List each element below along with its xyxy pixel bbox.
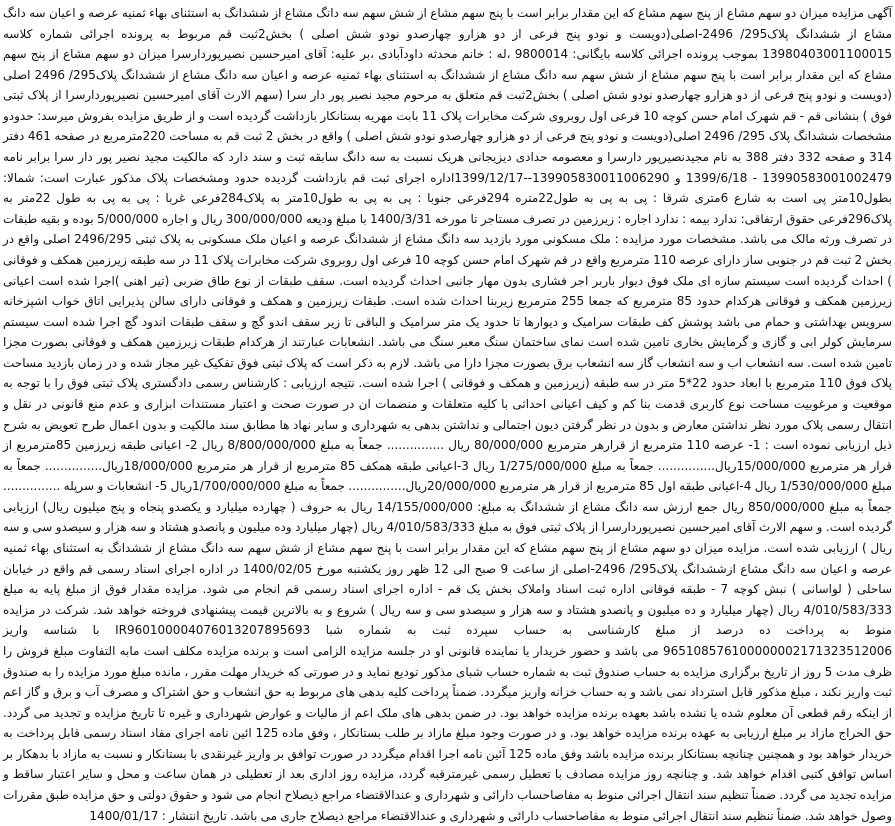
auction-notice-page (3, 3, 893, 823)
auction-notice-text: آگهی مزایده میزان دو سهم مشاع از پنج سهم مشاع که این مقدار برابر است با پنج سهم مشاع از شش سهم سه دانگ مشاع از ششدانگ به استثنای بهاء ثمنیه عرصه و اعیان سه دانگ مشاع از ششدانگ پلاک295/ 2496-اصلی(دویست و نودو پنج فرعی از دو هزارو چهارصدو نودو شش اصلی ) بخش2ثبت قم مربوط به پرونده اجرائی شماره کلاسه 13980403001100015 بموجب پرونده اجرائی کلاسه بایگانی: 9800014 ،له : خانم محدثه داودآبادی ،بر علیه: آقای امیرحسین نصیرپوردارسرا میزان دو سهم مشاع از پنج سهم مشاع که این مقدار برابر است با پنج سهم مشاع از شش سهم سه دانگ مشاع از ششدانگ به استثنای بهاء ثمنیه عرصه و اعیان سه دانگ مشاع از ششدانگ پلاک295/ 2496 اصلی (دویست و نودو پنج فرعی از دو هزارو چهارصدو نودو شش اصلی ) بخش2ثبت قم متعلق به مرحوم مجید نصیر پور دار سرا (سهم الارث آقای امیرحسین نصیرپوردارسرا از پلاک ثبتی فوق ) بنشانی قم - قم شهرک امام حسن کوچه 10 فرعی اول روبروی شرکت مخابرات پلاک 11 بابت مهریه بستانکار بازداشت گردیده است و از طریق مزایده بفروش میرسد: حدودو مشخصات ششدانگ پلاک 295/ 2496 اصلی(دویست و نودو پنج فرعی از دو هزارو چهارصدو نودو شش اصلی ) واقع در بخش 2 ثبت قم به مساحت 220مترمربع در صفحه 461 دفتر 314 و صفحه 332 دفتر 388 به نام مجیدنصیرپور دارسرا و معصومه حدادی دیزیجانی هریک نسبت به سه دانگ سابقه ثبت و سند دارد که مالکیت مجید نصیر پور دار سرا برابر نامه 13990583001002479 - 1399/6/18 و 139905830011006290--1399/12/17اداره اجرای ثبت قم بازداشت گردیده حدود ومشخصات پلاک مذکور عبارت است: شمالا: بطول10متر پی است به شارع 6متری شرقا : پی به پی به طول22متره 294فرعی جنوبا : پی به پی به طول10متر به پلاک284فرعی غربا : پی به پی به طول 22متر به پلاک296فرعی حقوق ارتفاقی: ندارد بیمه : ندارد اجاره : زیرزمین در تصرف مستاجر تا مورخه 1400/3/31 با مبلغ ودیعه 300/000/000 ریال و اجاره 5/000/000 بوده و بقیه طبقات در تصرف ورثه مالک می باشد. مشخصات مورد مزایده : ملک مسکونی مورد بازدید سه دانگ مشاع از ششدانگ عرصه و اعیان ملک مسکونی به پلاک ثبتی 2496/295 اصلی واقع در بخش 2 ثبت قم در جنوبی ساز دارای عرصه 110 مترمربع واقع در قم شهرک امام حسن کوچه 10 فرعی اول روبروی شرکت مخابرات پلاک 11 در سه طبقه زیرزمین همکف و فوقانی ) احداث گردیده است سیستم سازه ای ملک فوق دیوار باربر اجر فشاری بدون مهار جانبی احداث گردیده است. سقف طبقات از نوع طاق ضربی (تیر اهنی )اجرا شده است اعیانی زیرزمین همکف و فوقانی هرکدام حدود 85 مترمربع که جمعا 255 مترمربع زیربنا احداث شده است. طبقات زیرزمین و همکف و فوقانی دارای سالن پذیرایی اتاق خواب اشپزخانه سرویس بهداشتی و حمام می باشد پوشش کف طبقات سرامیک و دیوارها تا حدود یک متر سرامیک و الباقی تا زیر سقف اندو گچ و سقف طبقات اندود گچ اجرا شده است سیستم سرمایش کولر ابی و گازی و گرمایش بخاری تامین شده است نمای ساختمان سنگ معبر سنگ می باشد. انشعابات عبارتند از هرکدام طبقات زیرزمین همکف و فوقانی بصورت مجزا تامین شده است. سه انشعاب اب و سه انشعاب گاز سه انشعاب برق بصورت مجزا دارا می باشد. لازم به ذکر است که پلاک ثبتی فوق تفکیک غیر مجاز شده و در زمان بازدید مساحت پلاک فوق 110 مترمربع با ابعاد حدود 22*5 متر در سه طبقه (زیرزمین و همکف و فوقانی ) اجرا شده است. نتیجه ارزیابی : کارشناس رسمی دادگستری پلاک ثبتی فوق را با توجه به موقعیت و مرغوبیت مساحت نوع کاربری قدمت بنا کم و کیف اعیانی احداثی با کلیه متعلقات و منضمات ان در صورت صحت و اعتبار مستندات ابزاری و عدم منع قانونی در نقل و انتقال رسمی پلاک مورد نظر نداشتن معارض و بدون در نظر گرفتن دیون اجتمالی و نداشتن بدهی به شهرداری و سایر نهاد ها مطابق سند مالکیت و بدون اعمال طرح تعویض به شرح ذیل ارزیابی نموده است : 1- عرصه 110 مترمربع از قرارهر مترمربع 80/000/000 ریال ............... جمعاً به مبلغ 8/800/000/000 ریال 2- اعیانی طبقه زیرزمین 85مترمربع از قرار هر مترمربع 15/000/000ریال............... جمعاً به مبلغ 1/275/000/000 ریال 3-اعیانی طبقه همکف 85 مترمربع از قرار هر مترمربع 18/000/000ریال............... جمعاً به مبلغ 1/530/000/000 ریال 4-اعیانی طبقه اول 85 مترمربع از قرار هر مترمربع 20/000/000ریال............... جمعاً به مبلغ 1/700/000/000ریال 5- انشعابات و سرپله ............... جمعاً به مبلغ 850/000/000 ریال جمع ارزش سه دانگ مشاع از ششدانگ به مبلغ: 14/155/000/000 ریال به حروف ( چهارده میلیارد و یکصدو پنجاه و پنج میلیون ریال) ارزیابی گردیده است. و سهم الارث آقای امیرحسین نصیرپوردارسرا از پلاک ثبتی فوق به مبلغ 4/010/583/333 ریال (چهار میلیارد وده میلیون و پانصدو هشتاد و سه هزار و سیصدو سی و سه ریال ) ارزیابی شده است. مزایده میزان دو سهم مشاع از پنج سهم مشاع که این مقدار برابر است با پنج سهم مشاع از شش سهم سه دانگ مشاع از ششدانگ به استثنای بهاء ثمنیه عرصه و اعیان سه دانگ مشاع ازششدانگ پلاک295/ 2496-اصلی از ساعت 9 صبح الی 12 ظهر روز یکشنبه مورخ 1400/02/05 در اداره اجرای اسناد رسمی قم واقع در خیابان ساحلی ( لواسانی ) نبش کوچه 7 - طبقه فوقانی اداره ثبت اسناد واملاک بخش یک قم - اداره اجرای اسناد رسمی قم انجام می شود. مزایده مقدار فوق از مبلغ پایه به مبلغ 4/010/583/333 ریال (چهار میلیارد و ده میلیون و پانصدو هشتاد و سه هزار و سیصدو سی و سه ریال ) شروع و به بالاترین قیمت پیشنهادی فروخته خواهد شد. شرکت در مزایده منوط به پرداخت ده درصد از مبلغ کارشناسی به حساب سپرده ثبت به شماره شبا IR960100004076013207895693 با شناسه واریز 965108576100000002171323512006 می باشد و حضور خریدار یا نماینده قانونی او در جلسه مزایده الزامی است و برنده مزایده مکلف است مابه التفاوت مبلغ فروش را ظرف مدت 5 روز از تاریخ برگزاری مزایده به حساب صندوق ثبت به شماره حساب شبای مذکور تودیع نماید و در صورتی که خریدار مهلت مقرر ، مانده مبلغ مورد مزایده را به صندوق ثبت واریز نکند ، مبلغ مذکور قابل استرداد نمی باشد و به حساب خزانه واریز میگردد. ضمناً پرداخت کلیه بدهی های مربوط به حق انشعاب و حق اشتراک و مصرف آب و برق و گاز اعم از اینکه رقم قطعی آن معلوم شده یا نشده باشد بعهده برنده مزایده خواهد بود. در ضمن بدهی های ملک اعم از مالیات و عوارض شهرداری و غیره تا تاریخ مزایده و تجدید می گردد. حق الحراج مازاد بر مبلغ ارزیابی به عهده برنده مزایده خواهد بود. و در صورت وجود مبلغ مازاد بر طلب بستانکار ، وفق ماده 125 ائین نامه اجرای مفاد اسناد رسمی قابل پرداخت به خریدار خواهد بود و همچنین چنانچه بستانکار برنده مزایده باشد وفق ماده 125 آئین نامه اجرا اقدام میگردد در صورت توافق بر واریز غیرنقدی با بستانکار و نسبت به مازاد با بدهکار بر اساس توافق کتبی اقدام خواهد شد. و چنانچه روز مزایده مصادف با تعطیل رسمی غیرمترقبه گردد، مزایده روز اداری بعد از تعطیلی در همان ساعت و محل و سایر اعتبار ساقط و مزایده تجدید می گردد. ضمناً تنظیم سند انتقال اجرائی منوط به مفاصاحساب دارائی و شهرداری و عندالاقتضاء مراجع ذیصلاح انجام می شود و حقوق دولتی و حق مزایده طبق مقررات وصول خواهد شد. ضمناً تنظیم سند انتقال اجرائی منوط به مفاصاحساب دارائی و شهرداری و عندالاقتضاء مراجع ذیصلاح جاری می باشد. تاریخ انتشار : 1400/01/17 (3, 6, 893, 823)
